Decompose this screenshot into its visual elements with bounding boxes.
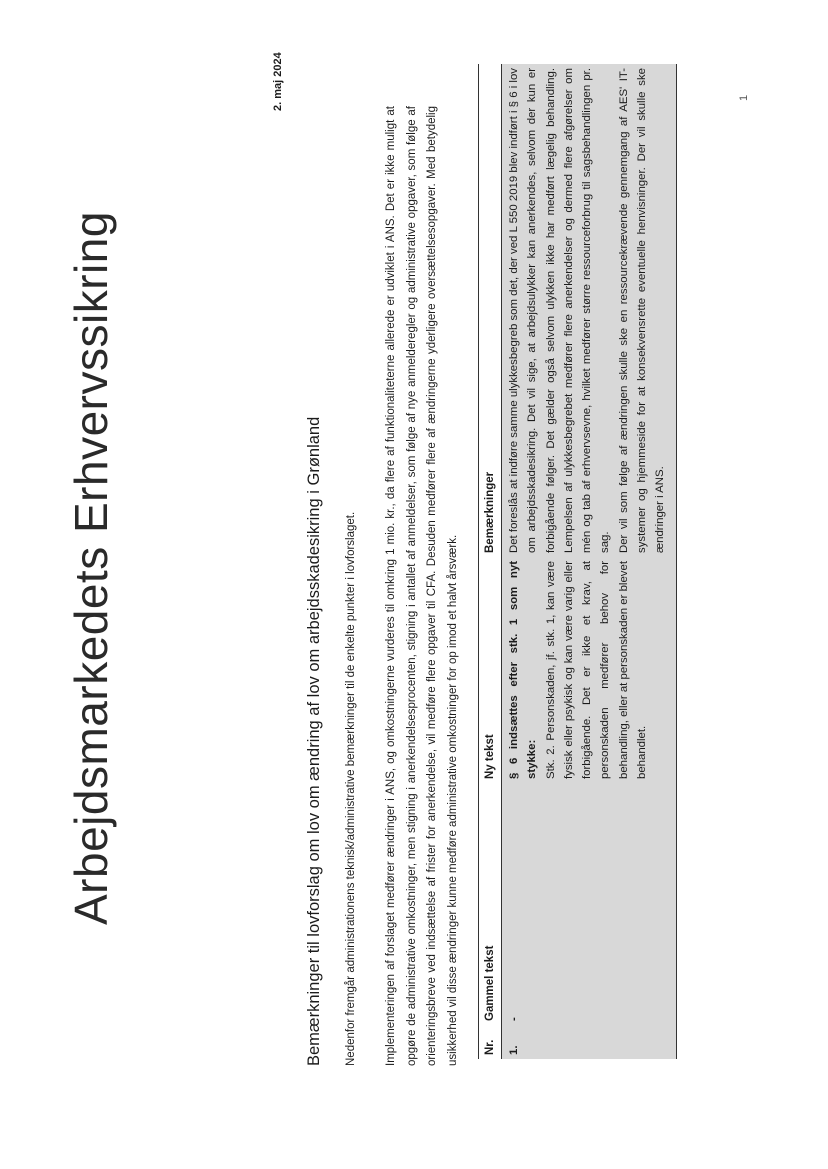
row-number: 1. bbox=[502, 1025, 677, 1059]
organization-logo: Arbejdsmarkedets Erhvervssikring bbox=[65, 211, 117, 925]
intro-text: Nedenfor fremgår administrationens teknisk/administrative bemærkninger til de enkelte punkter i lovforslaget. bbox=[345, 511, 357, 1066]
row-old-text: - bbox=[502, 783, 677, 1025]
new-text-body: Stk. 2. Personskaden, jf. stk. 1, kan være fysisk eller psykisk og kan være varig eller forbigående. Det er ikke et krav, at personskaden medfører behov for behandling, eller at personskaden er blevet behandlet. bbox=[544, 561, 649, 779]
column-header-remarks: Bemærkninger bbox=[479, 64, 502, 557]
table-header-row bbox=[479, 64, 502, 1059]
column-header-old-text: Gammel tekst bbox=[479, 783, 502, 1025]
new-text-heading: § 6 indsættes efter stk. 1 som nyt stykke: bbox=[508, 561, 539, 779]
body-paragraph: Implementeringen af forslaget medfører ændringer i ANS, og omkostningerne vurderes til omkring 1 mio. kr., da flere af funktionaliteterne allerede er udviklet i ANS. Det er ikke muligt at opgøre de administrative omkostninger, men stigning i anerkendelsesprocenten, stigning i antallet af anmeldelser, som følge af nye anmelderegler og administrative opgaver, som følge af orienteringsbreve ved indsættelse af frister for anerkendelse, vil medføre flere opgaver til CFA. Desuden medfører flere af ændringerne yderligere oversættelsesopgaver. Med betydelig usikkerhed vil disse ændringer kunne medføre administrative omkostninger for op imod et halvt årsværk. bbox=[385, 106, 459, 1066]
column-header-new-text: Ny tekst bbox=[479, 557, 502, 783]
remarks-paragraph-1: Det foreslås at indføre samme ulykkesbegreb som det, der ved L 550 2019 blev indført i § 6 i lov om arbejdsskadesikring. Det vil sige, at arbejdsulykker kan anerkendes, selvom der kun er forbigående følger. Det gælder også selvom ulykken ikke har medført lægelig behandling. Lempelsen af ulykkesbegrebet medfører flere anerkendelser og dermed flere afgørelser om mén og tab af erhvervsevne, hvilket medfører større ressourceforbrug til sagsbehandlingen pr. sag. bbox=[508, 68, 612, 553]
row-remarks bbox=[502, 64, 677, 557]
remarks-paragraph-2: Der vil som følge af ændringen skulle ske en ressourcekrævende gennemgang af AES' IT-systemer og hjemmeside for at konsekvensrette eventuelle henvisninger. Der vil skulle ske ændringer i ANS. bbox=[617, 68, 667, 553]
row-new-text bbox=[502, 557, 677, 783]
document-date: 2. maj 2024 bbox=[272, 52, 284, 111]
document-title: Bemærkninger til lovforslag om lov om ændring af lov om arbejdsskadesikring i Grønland bbox=[305, 416, 323, 1066]
table-row bbox=[502, 64, 677, 1059]
page-number: 1 bbox=[738, 94, 750, 101]
remarks-table bbox=[478, 64, 677, 1059]
column-header-nr: Nr. bbox=[479, 1025, 502, 1059]
